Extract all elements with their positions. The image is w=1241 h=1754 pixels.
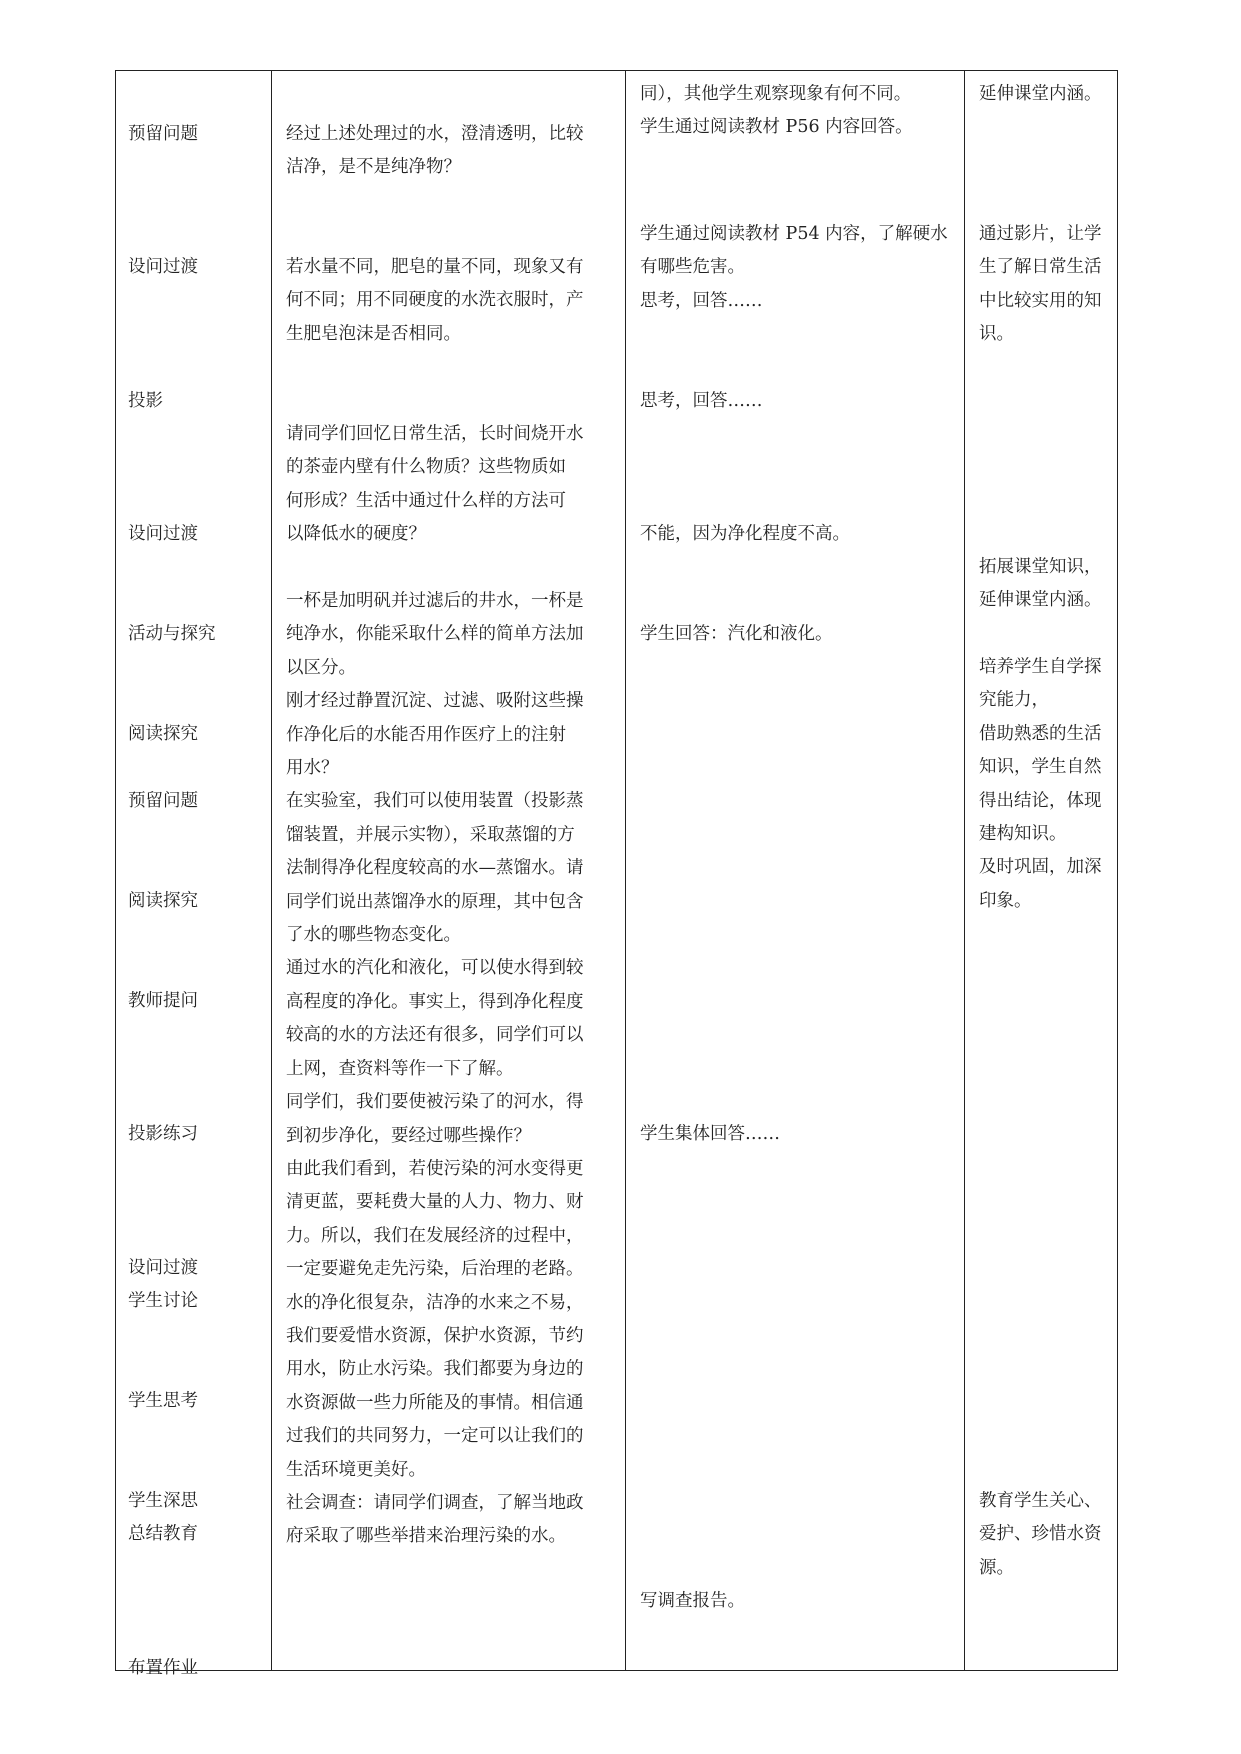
stage-label: 预留问题 xyxy=(128,791,198,811)
stage-label: 学生思考 xyxy=(128,1391,198,1411)
teacher-activity-line: 馏装置，并展示实物），采取蒸馏的方 xyxy=(286,824,575,845)
teacher-activity-line: 我们要爱惜水资源，保护水资源，节约 xyxy=(286,1325,584,1346)
teacher-activity-line: 生活环境更美好。 xyxy=(286,1459,426,1480)
teacher-activity-line: 纯净水，你能采取什么样的简单方法加 xyxy=(286,624,584,645)
stage-label: 布置作业 xyxy=(128,1658,198,1678)
design-purpose-line: 延伸课堂内涵。 xyxy=(979,590,1102,611)
student-activity xyxy=(640,518,850,551)
design-purpose xyxy=(979,78,1102,111)
student-activity-line: 学生通过阅读教材 P54 内容，了解硬水 xyxy=(640,224,948,244)
design-purpose xyxy=(979,651,1102,918)
teacher-activity-line: 社会调查：请同学们调查，了解当地政 xyxy=(286,1492,584,1513)
student-activity-line: 有哪些危害。 xyxy=(640,257,745,278)
student-activity-line: 思考，回答…… xyxy=(640,391,763,411)
student-activity-line: 写调查报告。 xyxy=(640,1591,745,1611)
design-purpose xyxy=(979,1485,1102,1585)
teacher-activity-line: 一定要避免走先污染，后治理的老路。 xyxy=(286,1259,584,1280)
teacher-activity-line: 生肥皂泡沫是否相同。 xyxy=(286,323,461,344)
teacher-activity-line: 同学们说出蒸馏净水的原理，其中包含 xyxy=(286,891,584,912)
stage-label: 预留问题 xyxy=(128,124,198,144)
design-purpose-line: 中比较实用的知 xyxy=(979,290,1102,311)
teacher-activity xyxy=(286,585,584,1554)
student-activity xyxy=(640,1118,780,1151)
column-divider xyxy=(964,71,965,1670)
student-activity-line: 学生通过阅读教材 P56 内容回答。 xyxy=(640,117,913,138)
teacher-activity-line: 上网，查资料等作一下了解。 xyxy=(286,1058,514,1079)
design-purpose-line: 知识，学生自然 xyxy=(979,757,1102,778)
design-purpose-line: 延伸课堂内涵。 xyxy=(979,84,1102,104)
stage-label: 设问过渡 xyxy=(128,1258,198,1278)
design-purpose-line: 及时巩固，加深 xyxy=(979,857,1102,878)
student-activity xyxy=(640,385,763,418)
student-activity-line: 学生集体回答…… xyxy=(640,1124,780,1144)
student-activity-line: 同），其他学生观察现象有何不同。 xyxy=(640,84,912,104)
design-purpose-line: 拓展课堂知识， xyxy=(979,557,1102,577)
student-activity-line: 思考，回答…… xyxy=(640,290,763,311)
teacher-activity-line: 用水？ xyxy=(286,758,339,779)
teacher-activity-line: 由此我们看到，若使污染的河水变得更 xyxy=(286,1158,584,1179)
stage-label: 总结教育 xyxy=(128,1524,198,1544)
teacher-activity-line: 通过水的汽化和液化，可以使水得到较 xyxy=(286,958,584,979)
student-activity xyxy=(640,218,948,318)
stage-label: 投影练习 xyxy=(128,1124,198,1144)
lesson-plan-table xyxy=(115,70,1118,1678)
stage-label: 活动与探究 xyxy=(128,624,216,644)
stage-label: 学生深思 xyxy=(128,1491,198,1511)
stage-label: 教师提问 xyxy=(128,991,198,1011)
teacher-activity-line: 何形成？生活中通过什么样的方法可 xyxy=(286,490,566,511)
teacher-activity-line: 府采取了哪些举措来治理污染的水。 xyxy=(286,1526,566,1547)
teacher-activity-line: 水的净化很复杂，洁净的水来之不易， xyxy=(286,1292,584,1313)
teacher-activity-line: 同学们，我们要使被污染了的河水，得 xyxy=(286,1092,584,1113)
design-purpose-line: 通过影片，让学 xyxy=(979,224,1102,244)
design-purpose-line: 识。 xyxy=(979,324,1014,345)
teacher-activity-line: 高程度的净化。事实上，得到净化程度 xyxy=(286,991,584,1012)
design-purpose xyxy=(979,218,1102,352)
teacher-activity-line: 何不同；用不同硬度的水洗衣服时，产 xyxy=(286,290,584,311)
teacher-activity-line: 以区分。 xyxy=(286,657,356,678)
design-purpose-line: 建构知识。 xyxy=(979,824,1067,845)
design-purpose-line: 生了解日常生活 xyxy=(979,257,1102,278)
stage-label: 投影 xyxy=(128,391,163,411)
student-activity-line: 不能，因为净化程度不高。 xyxy=(640,524,850,544)
design-purpose-line: 得出结论，体现 xyxy=(979,790,1102,811)
stage-label: 阅读探究 xyxy=(128,891,198,911)
design-purpose-line: 培养学生自学探 xyxy=(979,657,1102,677)
teacher-activity-line: 刚才经过静置沉淀、过滤、吸附这些操 xyxy=(286,691,584,712)
teacher-activity xyxy=(286,118,584,185)
teacher-activity-line: 作净化后的水能否用作医疗上的注射 xyxy=(286,724,566,745)
teacher-activity xyxy=(286,251,584,351)
teacher-activity-line: 了水的哪些物态变化。 xyxy=(286,925,461,946)
student-activity xyxy=(640,1585,745,1618)
teacher-activity-line: 在实验室，我们可以使用装置（投影蒸 xyxy=(286,791,584,812)
teacher-activity-line: 请同学们回忆日常生活，长时间烧开水 xyxy=(286,424,584,444)
design-purpose-line: 源。 xyxy=(979,1557,1014,1578)
teacher-activity-line: 洁净，是不是纯净物？ xyxy=(286,157,461,178)
teacher-activity-line: 过我们的共同努力，一定可以让我们的 xyxy=(286,1426,584,1447)
student-activity xyxy=(640,618,833,651)
teacher-activity xyxy=(286,418,584,552)
teacher-activity-line: 若水量不同，肥皂的量不同，现象又有 xyxy=(286,257,584,277)
design-purpose-line: 印象。 xyxy=(979,890,1032,911)
student-activity-line: 学生回答：汽化和液化。 xyxy=(640,624,833,644)
teacher-activity-line: 水资源做一些力所能及的事情。相信通 xyxy=(286,1392,584,1413)
teacher-activity-line: 以降低水的硬度？ xyxy=(286,524,426,545)
stage-label: 设问过渡 xyxy=(128,524,198,544)
teacher-activity-line: 用水，防止水污染。我们都要为身边的 xyxy=(286,1359,584,1380)
stage-label: 设问过渡 xyxy=(128,257,198,277)
stage-label: 学生讨论 xyxy=(128,1291,198,1311)
teacher-activity-line: 到初步净化，要经过哪些操作？ xyxy=(286,1125,531,1146)
design-purpose-line: 爱护、珍惜水资 xyxy=(979,1524,1102,1545)
design-purpose-line: 借助熟悉的生活 xyxy=(979,723,1102,744)
teacher-activity-line: 的茶壶内壁有什么物质？这些物质如 xyxy=(286,457,566,478)
student-activity xyxy=(640,78,913,145)
teacher-activity-line: 力。所以，我们在发展经济的过程中， xyxy=(286,1225,584,1246)
design-purpose-line: 究能力， xyxy=(979,690,1049,711)
stage-label: 阅读探究 xyxy=(128,724,198,744)
design-purpose xyxy=(979,551,1102,618)
teacher-activity-line: 较高的水的方法还有很多，同学们可以 xyxy=(286,1025,584,1046)
teacher-activity-line: 法制得净化程度较高的水—蒸馏水。请 xyxy=(286,858,584,879)
column-divider xyxy=(625,71,626,1670)
design-purpose-line: 教育学生关心、 xyxy=(979,1491,1102,1511)
column-divider xyxy=(271,71,272,1670)
teacher-activity-line: 清更蓝，要耗费大量的人力、物力、财 xyxy=(286,1192,584,1213)
teacher-activity-line: 经过上述处理过的水，澄清透明，比较 xyxy=(286,124,584,144)
teacher-activity-line: 一杯是加明矾并过滤后的井水，一杯是 xyxy=(286,591,584,611)
